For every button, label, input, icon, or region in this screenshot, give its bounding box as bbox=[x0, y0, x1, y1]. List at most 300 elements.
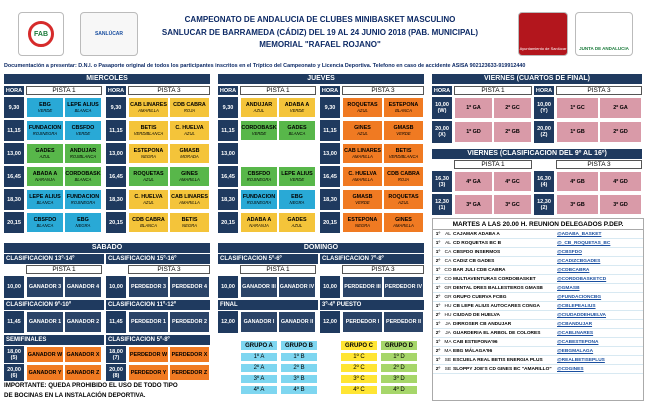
match-team-away: GANADOR IV bbox=[278, 276, 316, 298]
team-row bbox=[433, 293, 643, 302]
jueves-pista-3: PISTA 3 bbox=[342, 86, 424, 95]
team-rank: 1º bbox=[435, 358, 441, 363]
match-team-away bbox=[383, 97, 424, 118]
match-team-away bbox=[169, 143, 210, 164]
match-team-away: PERDEDOR II bbox=[383, 311, 424, 333]
team-name: ADABA A bbox=[246, 216, 272, 223]
team-name: SLOPPY JOE'S CD GINES BC "AMARILLO" bbox=[453, 367, 552, 372]
team-province: GR bbox=[444, 295, 452, 300]
footer-note bbox=[4, 381, 204, 401]
team-province: AL bbox=[445, 241, 451, 246]
viernes2-pista-3: PISTA 3 bbox=[556, 160, 642, 169]
miercoles-pista-3: PISTA 3 bbox=[128, 86, 210, 95]
time-slot: 12,00 bbox=[218, 311, 238, 333]
team-row bbox=[433, 239, 643, 248]
team-name: CAJAMAR ADABA A bbox=[453, 232, 500, 237]
group-slot: 4º C bbox=[340, 385, 378, 395]
team-rank: 2º bbox=[435, 367, 441, 372]
team-name: ESTEPONA bbox=[133, 147, 164, 154]
group-header: GRUPO C bbox=[340, 340, 378, 351]
team-name: EBG bbox=[291, 193, 303, 200]
title-line-3: MEMORIAL "RAFAEL ROJANO" bbox=[259, 40, 381, 49]
time-slot: 13,00 bbox=[4, 143, 24, 164]
team-list bbox=[433, 230, 643, 374]
match-team-home: 4º GB bbox=[556, 171, 599, 192]
team-name: ANDUJAR bbox=[245, 101, 273, 108]
group-header: GRUPO A bbox=[240, 340, 278, 351]
pista-1-label: PISTA 1 bbox=[26, 265, 102, 274]
time-slot: 18,00 (7) bbox=[106, 346, 126, 363]
match-team-away bbox=[169, 97, 210, 118]
match-team-home: PERDEDOR 3 bbox=[128, 276, 169, 298]
match-team-home bbox=[128, 212, 169, 233]
team-color: NEGRA bbox=[355, 222, 370, 228]
team-row bbox=[433, 275, 643, 284]
miercoles-pista-1: PISTA 1 bbox=[26, 86, 102, 95]
delegados-list bbox=[432, 218, 644, 401]
jueves-title: JUEVES bbox=[218, 74, 424, 84]
team-name: GMASB bbox=[352, 193, 373, 200]
fab-logo: FAB bbox=[18, 12, 64, 56]
match-team-home bbox=[26, 120, 64, 141]
match-team-home bbox=[240, 189, 278, 210]
classification-title: SEMIFINALES bbox=[4, 335, 104, 345]
team-name: CORDOBASK bbox=[241, 124, 277, 131]
team-name: GINES bbox=[354, 124, 371, 131]
time-slot: 18,30 bbox=[4, 189, 24, 210]
team-name: EBG MÁLAGA'96 bbox=[453, 349, 493, 354]
match-team-home bbox=[240, 120, 278, 141]
team-rank: 1º bbox=[435, 322, 441, 327]
team-name: ROQUETAS bbox=[133, 170, 164, 177]
match-team-home bbox=[240, 97, 278, 118]
team-row bbox=[433, 230, 643, 239]
match-team-away: GANADOR X bbox=[64, 346, 102, 363]
match-team-away bbox=[169, 189, 210, 210]
team-color: AMARILLA bbox=[138, 107, 159, 113]
team-color: ROJINEGRA bbox=[32, 130, 58, 136]
team-color: NEGRA bbox=[75, 222, 91, 228]
group-slot: 3º D bbox=[380, 374, 418, 384]
team-handle[interactable]: @CBLEPEALIUS bbox=[557, 304, 596, 309]
match-team-away: 4º GD bbox=[599, 171, 642, 192]
match-team-away: PERDEDOR X bbox=[169, 346, 210, 363]
team-color: ROJA bbox=[397, 176, 410, 182]
time-slot: 20,00 (Z) bbox=[534, 121, 554, 143]
match-team-home: PERDEDOR Y bbox=[128, 364, 169, 381]
time-slot: 13,00 bbox=[320, 143, 340, 164]
team-province: MA bbox=[444, 340, 452, 345]
match-team-home: GANADOR 1 bbox=[26, 311, 64, 333]
team-province: JA bbox=[445, 331, 451, 336]
team-color: VERDE bbox=[289, 176, 305, 182]
match-team-away bbox=[278, 120, 316, 141]
time-slot: 16,30 (3) bbox=[432, 171, 452, 192]
team-color: ROJIBLANCA bbox=[69, 153, 97, 159]
team-color: ROJINEGRA bbox=[246, 199, 272, 205]
domingo-title: DOMINGO bbox=[218, 243, 424, 253]
match-team-away: PERDEDOR Z bbox=[169, 364, 210, 381]
time-slot: 10,00 (W) bbox=[432, 97, 452, 119]
team-color: AZUL bbox=[143, 176, 154, 182]
group-slot: 3º C bbox=[340, 374, 378, 384]
team-handle[interactable]: @CADIZCBGADES bbox=[557, 259, 601, 264]
team-row bbox=[433, 365, 643, 374]
match-team-home bbox=[342, 143, 383, 164]
team-name: ESTEPONA bbox=[347, 216, 378, 223]
team-color: AMARILLA bbox=[352, 176, 373, 182]
match-team-away bbox=[64, 120, 102, 141]
team-name: CORDOBASK bbox=[65, 170, 101, 177]
team-handle[interactable]: @FUNDACIONCBG bbox=[557, 295, 602, 300]
match-team-home: PERDEDOR W bbox=[128, 346, 169, 363]
time-slot: 12,30 (1) bbox=[432, 194, 452, 215]
time-slot: 16,45 bbox=[320, 166, 340, 187]
pista-3-label: PISTA 3 bbox=[342, 265, 424, 274]
match-team-home: 1º GA bbox=[454, 97, 493, 119]
team-color: VERDIBLANCA bbox=[388, 153, 419, 159]
team-rank: 2º bbox=[435, 331, 441, 336]
group-slot: 1º C bbox=[340, 352, 378, 362]
match-team-home: GANADOR III bbox=[240, 276, 278, 298]
classification-title: FINAL bbox=[218, 300, 318, 310]
team-name: BETIS bbox=[140, 124, 157, 131]
team-color: AMARILLA bbox=[352, 153, 373, 159]
match-team-home: GANADOR W bbox=[26, 346, 64, 363]
team-name: CDB CABRA bbox=[173, 101, 206, 108]
match-team-home bbox=[128, 120, 169, 141]
viernes-clasif-title: VIERNES (CLASIFICACION DEL 9º AL 16º) bbox=[432, 149, 642, 159]
documentation-note: Documentación a presentar: D.N.I. o Pasaporte original de todos los participantes inscritos en el Tríptico del Campeonato y Licencia Deportiva. Telefono en caso de accidente ASISA 902123633-919912440 bbox=[4, 63, 526, 69]
match-team-home bbox=[240, 143, 278, 164]
team-handle[interactable]: @CORDOBASKETCD bbox=[557, 277, 607, 282]
team-handle[interactable]: @ADABA_BASKET bbox=[557, 232, 602, 237]
team-handle[interactable]: @REALBETISEPLUS bbox=[557, 358, 605, 363]
team-color: ROJINEGRA bbox=[246, 176, 272, 182]
team-color: BLANCA bbox=[395, 107, 412, 113]
team-name: CADIZ CB GADES bbox=[453, 259, 495, 264]
team-rank: 1º bbox=[435, 250, 441, 255]
match-team-home bbox=[26, 189, 64, 210]
time-slot: 12,00 bbox=[320, 311, 340, 333]
team-name: EBG bbox=[39, 101, 51, 108]
match-team-home: 3º GB bbox=[556, 194, 599, 215]
time-slot: 11,15 bbox=[106, 120, 126, 141]
team-handle[interactable]: @GMASB bbox=[557, 286, 580, 291]
pista-1-label: PISTA 1 bbox=[240, 265, 316, 274]
team-handle[interactable]: @CBSFDO bbox=[557, 250, 582, 255]
team-name: CBSFDO bbox=[33, 216, 57, 223]
match-team-away: PERDEDOR 2 bbox=[169, 311, 210, 333]
footer-line-2: DE BOCINAS EN LA INSTALACIÓN DEPORTIVA. bbox=[4, 392, 146, 399]
group-slot: 1º B bbox=[280, 352, 318, 362]
team-row bbox=[433, 347, 643, 356]
match-team-home bbox=[26, 212, 64, 233]
match-team-home bbox=[342, 212, 383, 233]
match-team-away: 3º GD bbox=[599, 194, 642, 215]
team-handle[interactable]: @CDGINES bbox=[557, 367, 584, 372]
team-name: FUNDACION bbox=[242, 193, 276, 200]
classification-title: CLASIFICACION 9º-10º bbox=[4, 300, 104, 310]
group-slot: 3º B bbox=[280, 374, 318, 384]
team-name: GADES bbox=[287, 124, 307, 131]
time-slot: 11,45 bbox=[106, 311, 126, 333]
team-name: LEPE ALIUS bbox=[281, 170, 313, 177]
team-name: C. HUELVA bbox=[134, 193, 163, 200]
footer-line-1: IMPORTANTE: QUEDA PROHIBIDO EL USO DE TODO TIPO bbox=[4, 382, 178, 389]
team-name: ESTEPONA bbox=[388, 101, 419, 108]
time-slot: 11,15 bbox=[4, 120, 24, 141]
team-handle[interactable]: @EBGMALAGA bbox=[557, 349, 594, 354]
team-province: CO bbox=[444, 277, 452, 282]
miercoles-hora-1: HORA bbox=[5, 87, 23, 94]
team-color: VERDE bbox=[37, 107, 53, 113]
header bbox=[0, 0, 645, 62]
team-row bbox=[433, 356, 643, 365]
viernes2-pista-1: PISTA 1 bbox=[454, 160, 532, 169]
title-line-2: SANLUCAR DE BARRAMEDA (CÁDIZ) DEL 19 AL 24 JUNIO 2018 (PAB. MUNICIPAL) bbox=[161, 28, 479, 37]
group-slot: 4º D bbox=[380, 385, 418, 395]
team-color: BLANCA bbox=[288, 130, 306, 136]
team-name: ROQUETAS bbox=[347, 101, 378, 108]
team-province: CO bbox=[444, 268, 452, 273]
team-name: CAB ESTEPONA'96 bbox=[453, 340, 498, 345]
team-name: CAB LINARES bbox=[344, 147, 381, 154]
match-team-home bbox=[26, 143, 64, 164]
match-team-home bbox=[342, 97, 383, 118]
match-team-home bbox=[128, 97, 169, 118]
viernes-hora-2: HORA bbox=[535, 87, 553, 94]
team-color: AZUL bbox=[398, 199, 409, 205]
match-team-home bbox=[128, 189, 169, 210]
team-name: GUARDERIA EL ARBOL DE COLORES bbox=[453, 331, 541, 336]
team-handle[interactable]: @CBANDUJAR bbox=[557, 322, 593, 327]
team-name: MULTIAVENTURAS CORDOBASKET bbox=[453, 277, 536, 282]
team-color: VERDE bbox=[396, 130, 411, 136]
team-color: AMARILLA bbox=[393, 222, 414, 228]
team-color: BLANCA bbox=[36, 199, 54, 205]
team-name: CIUDAD DE HUELVA bbox=[453, 313, 500, 318]
team-province: SE bbox=[444, 358, 452, 363]
match-team-home bbox=[342, 166, 383, 187]
team-name: CAB LINARES bbox=[130, 101, 167, 108]
classification-title: CLASIFICACION 11º-12º bbox=[106, 300, 210, 310]
time-slot: 9,30 bbox=[106, 97, 126, 118]
group-slot: 4º A bbox=[240, 385, 278, 395]
ayuntamiento-logo: Ayuntamiento de Sanlúcar bbox=[518, 12, 568, 56]
match-team-home bbox=[26, 97, 64, 118]
time-slot: 20,00 (8) bbox=[106, 364, 126, 381]
match-team-home bbox=[128, 143, 169, 164]
team-rank: 2º bbox=[435, 349, 441, 354]
match-team-away bbox=[169, 212, 210, 233]
team-rank: 2º bbox=[435, 313, 441, 318]
time-slot: 11,45 bbox=[4, 311, 24, 333]
viernes-hora-1: HORA bbox=[433, 87, 451, 94]
team-color: VERDE bbox=[355, 199, 370, 205]
team-color: AZUL bbox=[291, 222, 303, 228]
team-handle[interactable]: @CDBCABRA bbox=[557, 268, 590, 273]
team-color: NEGRA bbox=[289, 199, 305, 205]
team-name: ADABA A bbox=[284, 101, 310, 108]
match-team-away bbox=[278, 143, 316, 164]
team-rank: 2º bbox=[435, 259, 441, 264]
team-row bbox=[433, 257, 643, 266]
team-name: CBSFDO bbox=[71, 124, 95, 131]
team-color: VERDE bbox=[75, 130, 91, 136]
title-line-1: CAMPEONATO DE ANDALUCIA DE CLUBES MINIBASKET MASCULINO bbox=[184, 15, 456, 24]
team-name: DIRROSER CB ANDUJAR bbox=[453, 322, 512, 327]
time-slot: 20,15 bbox=[4, 212, 24, 233]
sanlucar-logo: SANLÚCAR bbox=[80, 12, 138, 56]
time-slot: 16,45 bbox=[218, 166, 238, 187]
team-handle[interactable]: @CIUDADDEHUELVA bbox=[557, 313, 607, 318]
team-color: BLANCA bbox=[140, 222, 157, 228]
match-team-away: 4º GC bbox=[493, 171, 532, 192]
junta-logo: JUNTA DE ANDALUCIA bbox=[575, 12, 633, 56]
team-rank: 1º bbox=[435, 241, 441, 246]
match-team-away: GANADOR Z bbox=[64, 364, 102, 381]
team-rank: 1º bbox=[435, 268, 441, 273]
time-slot: 18,30 bbox=[218, 189, 238, 210]
match-team-home: PERDEDOR III bbox=[342, 276, 383, 298]
match-team-home: 3º GA bbox=[454, 194, 493, 215]
time-slot: 11,15 bbox=[218, 120, 238, 141]
group-slot: 4º B bbox=[280, 385, 318, 395]
team-name: GINES bbox=[181, 170, 198, 177]
team-province: GR bbox=[444, 286, 452, 291]
match-team-home bbox=[240, 166, 278, 187]
match-team-away: 2º GD bbox=[599, 121, 642, 143]
team-rank: 2º bbox=[435, 295, 441, 300]
time-slot: 13,00 bbox=[218, 143, 238, 164]
team-color: BLANCA bbox=[36, 222, 54, 228]
team-province: CA bbox=[444, 259, 452, 264]
match-team-away: GANADOR II bbox=[278, 311, 316, 333]
group-slot: 2º D bbox=[380, 363, 418, 373]
classification-title: CLASIFICACION 5º-6º bbox=[218, 254, 318, 264]
team-row bbox=[433, 284, 643, 293]
team-color: NEGRA bbox=[182, 222, 197, 228]
team-name: ESCUELA REAL BETIS ENERGIA PLUS bbox=[453, 358, 543, 363]
time-slot: 13,00 bbox=[106, 143, 126, 164]
match-team-home bbox=[342, 189, 383, 210]
jueves-pista-1: PISTA 1 bbox=[240, 86, 316, 95]
match-team-away: 2º GC bbox=[493, 97, 532, 119]
match-team-away bbox=[169, 166, 210, 187]
group-slot: 1º A bbox=[240, 352, 278, 362]
pista-3-label: PISTA 3 bbox=[128, 265, 210, 274]
team-province: CA bbox=[444, 250, 452, 255]
classification-title: 3º-4º PUESTO bbox=[320, 300, 424, 310]
time-slot: 20,15 bbox=[218, 212, 238, 233]
viernes-pista-1: PISTA 1 bbox=[454, 86, 532, 95]
group-slot: 2º C bbox=[340, 363, 378, 373]
viernes-pista-3: PISTA 3 bbox=[556, 86, 642, 95]
team-rank: 1º bbox=[435, 286, 441, 291]
match-team-home: GANADOR Y bbox=[26, 364, 64, 381]
team-color: NARANJA bbox=[249, 222, 269, 228]
match-team-home: GANADOR I bbox=[240, 311, 278, 333]
team-name: BETIS bbox=[181, 216, 198, 223]
team-row bbox=[433, 248, 643, 257]
team-color: AZUL bbox=[184, 130, 195, 136]
match-team-home bbox=[240, 212, 278, 233]
team-row bbox=[433, 338, 643, 347]
team-province: JA bbox=[445, 322, 451, 327]
time-slot: 18,00 (5) bbox=[4, 346, 24, 363]
match-team-away bbox=[64, 212, 102, 233]
team-name: GRUPO CUERVA FCBG bbox=[453, 295, 507, 300]
match-team-away bbox=[383, 120, 424, 141]
team-name: CBSFDO INSERMOS bbox=[453, 250, 501, 255]
classification-title: CLASIFICACION 5º-8º bbox=[106, 335, 210, 345]
team-name: ABADA A bbox=[32, 170, 58, 177]
team-rank: 1º bbox=[435, 232, 441, 237]
group-header: GRUPO B bbox=[280, 340, 318, 351]
team-name: BAR JULI CDB CABRA bbox=[453, 268, 506, 273]
time-slot: 20,00 (X) bbox=[432, 121, 452, 143]
team-province: HU bbox=[444, 304, 452, 309]
match-team-away: PERDEDOR 4 bbox=[169, 276, 210, 298]
match-team-away bbox=[64, 143, 102, 164]
team-color: VERDE bbox=[251, 130, 267, 136]
team-color: AMARILLA bbox=[179, 199, 200, 205]
team-rank: 1º bbox=[435, 304, 441, 309]
match-team-away bbox=[383, 143, 424, 164]
match-team-away: GANADOR 2 bbox=[64, 311, 102, 333]
team-name: GMASB bbox=[393, 124, 414, 131]
team-color: AZUL bbox=[143, 199, 154, 205]
jueves-hora-1: HORA bbox=[219, 87, 237, 94]
match-team-away bbox=[64, 97, 102, 118]
team-handle[interactable]: @_CB_ROQUETAS_BC bbox=[557, 241, 611, 246]
time-slot: 10,00 bbox=[218, 276, 238, 298]
team-name: DENTAL DRES BALLESTEROS GMASB bbox=[453, 286, 543, 291]
team-province: AL bbox=[445, 232, 451, 237]
team-handle[interactable]: @CABESTEPONA bbox=[557, 340, 599, 345]
team-rank: 2º bbox=[435, 277, 441, 282]
team-color: VERDE bbox=[289, 107, 305, 113]
time-slot: 10,00 bbox=[106, 276, 126, 298]
team-name: GADES bbox=[35, 147, 55, 154]
team-name: CD ROQUETAS BC B bbox=[453, 241, 502, 246]
team-row bbox=[433, 329, 643, 338]
team-name: CBSFDO bbox=[247, 170, 271, 177]
team-color: VERDIBLANCA bbox=[133, 130, 164, 136]
team-handle[interactable]: @CABLINARES bbox=[557, 331, 594, 336]
team-name: CDB CABRA bbox=[387, 170, 420, 177]
match-team-away bbox=[278, 212, 316, 233]
miercoles-title: MIERCOLES bbox=[4, 74, 210, 84]
team-province: SE bbox=[444, 367, 452, 372]
group-slot: 2º B bbox=[280, 363, 318, 373]
team-name: ROQUETAS bbox=[388, 193, 419, 200]
time-slot: 9,30 bbox=[320, 97, 340, 118]
team-province: MA bbox=[444, 349, 452, 354]
group-slot: 3º A bbox=[240, 374, 278, 384]
team-row bbox=[433, 266, 643, 275]
team-color: BLANCA bbox=[74, 176, 92, 182]
team-color: NARANJA bbox=[35, 176, 55, 182]
team-rank: 1º bbox=[435, 340, 441, 345]
team-name: FUNDACION bbox=[28, 124, 62, 131]
team-name: GINES bbox=[395, 216, 412, 223]
miercoles-hora-2: HORA bbox=[107, 87, 125, 94]
time-slot: 12,30 (2) bbox=[534, 194, 554, 215]
team-name: EBG bbox=[77, 216, 89, 223]
time-slot: 16,30 (4) bbox=[534, 171, 554, 192]
